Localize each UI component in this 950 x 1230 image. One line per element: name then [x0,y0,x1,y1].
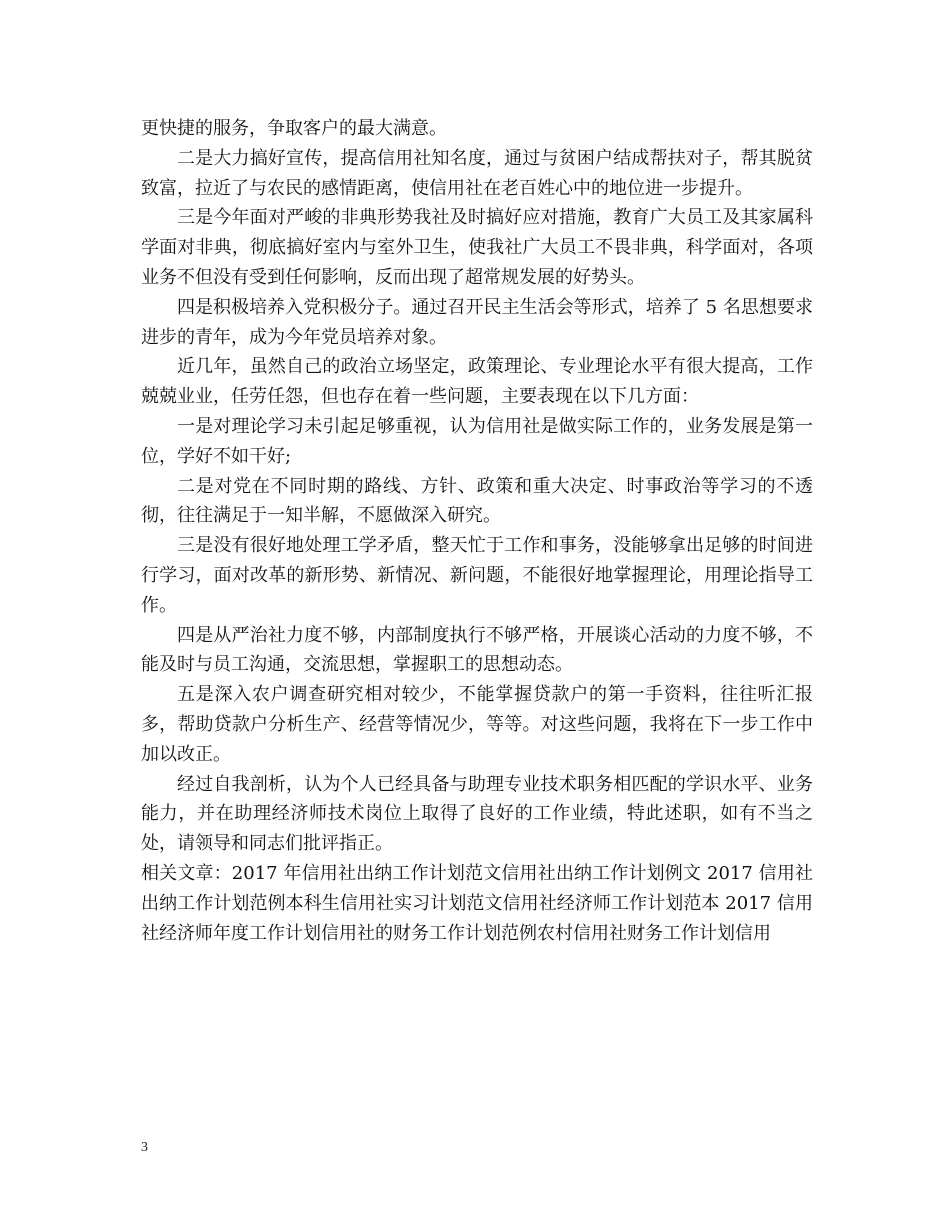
document-body [141,114,813,948]
paragraph-problem-party-lines: 二是对党在不同时期的路线、方针、政策和重大决定、时事政治等学习的不透彻，往往满足于一知半解，不愿做深入研究。 [141,475,813,527]
paragraph-party-activists: 四是积极培养入党积极分子。通过召开民主生活会等形式，培养了 5 名思想要求进步的青年，成为今年党员培养对象。 [141,296,813,348]
paragraph-problem-management: 四是从严治社力度不够，内部制度执行不够严格，开展谈心活动的力度不够，不能及时与员工沟通，交流思想，掌握职工的思想动态。 [141,624,813,676]
paragraph-conclusion: 经过自我剖析，认为个人已经具备与助理专业技术职务相匹配的学识水平、业务能力，并在助理经济师技术岗位上取得了良好的工作业绩，特此述职，如有不当之处，请领导和同志们批评指正。 [141,773,813,855]
paragraph-problem-theory-study: 一是对理论学习未引起足够重视，认为信用社是做实际工作的，业务发展是第一位，学好不如干好; [141,415,813,467]
page-number: 3 [141,1140,148,1155]
paragraph-service-continuation: 更快捷的服务，争取客户的最大满意。 [141,118,447,139]
related-articles: 相关文章：2017 年信用社出纳工作计划范文信用社出纳工作计划例文 2017 信用社出纳工作计划范例本科生信用社实习计划范文信用社经济师工作计划范本 2017 信用社经济师年度工作计划信用社的财务工作计划范例农村信用社财务工作计划信用 [141,862,813,944]
paragraph-problems-intro: 近几年，虽然自己的政治立场坚定，政策理论、专业理论水平有很大提高，工作兢兢业业，任劳任怨，但也存在着一些问题，主要表现在以下几方面： [141,356,813,408]
paragraph-problem-field-research: 五是深入农户调查研究相对较少，不能掌握贷款户的第一手资料，往往听汇报多，帮助贷款户分析生产、经营等情况少，等等。对这些问题，我将在下一步工作中加以改正。 [141,684,813,765]
paragraph-publicity: 二是大力搞好宣传，提高信用社知名度，通过与贫困户结成帮扶对子，帮其脱贫致富，拉近了与农民的感情距离，使信用社在老百姓心中的地位进一步提升。 [141,147,813,199]
paragraph-sars-response: 三是今年面对严峻的非典形势我社及时搞好应对措施，教育广大员工及其家属科学面对非典，彻底搞好室内与室外卫生，使我社广大员工不畏非典，科学面对，各项业务不但没有受到任何影响，反而出现了超常规发展的好势头。 [141,207,813,288]
paragraph-problem-work-study: 三是没有很好地处理工学矛盾，整天忙于工作和事务，没能够拿出足够的时间进行学习，面对改革的新形势、新情况、新问题，不能很好地掌握理论，用理论指导工作。 [141,535,813,616]
